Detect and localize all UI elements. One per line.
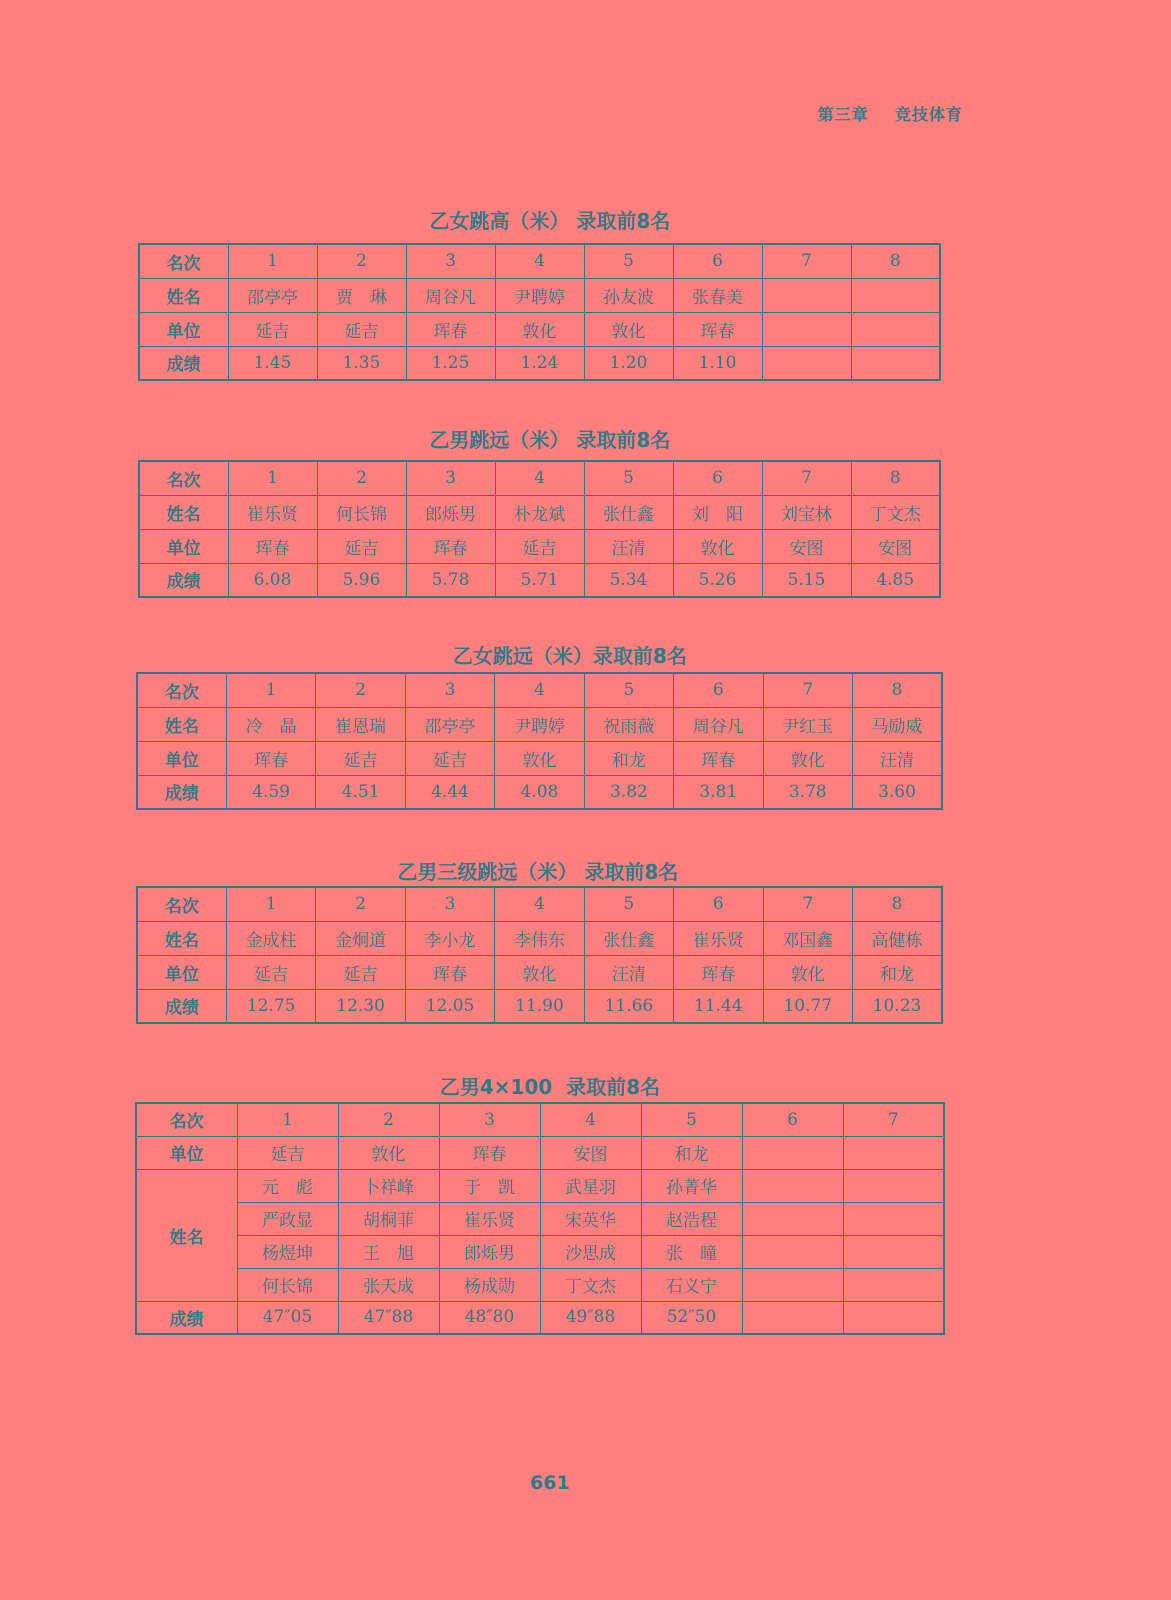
row-label: 姓名 xyxy=(137,707,226,741)
table-cell: 8 xyxy=(851,461,940,495)
row-label: 成绩 xyxy=(139,346,228,380)
table-cell: 12.30 xyxy=(316,989,405,1023)
table-row xyxy=(136,1235,944,1268)
table-cell: 1.24 xyxy=(495,346,584,380)
table-cell: 5 xyxy=(641,1103,742,1136)
table-cell: 4 xyxy=(495,673,584,707)
table-cell: 安图 xyxy=(851,529,940,563)
table-cell: 1.20 xyxy=(584,346,673,380)
results-table xyxy=(136,886,943,1024)
table-cell: 和龙 xyxy=(641,1136,742,1169)
table-cell xyxy=(742,1235,843,1268)
table-cell xyxy=(742,1169,843,1202)
table-cell: 6 xyxy=(674,887,763,921)
table-cell: 5 xyxy=(584,887,673,921)
table-cell xyxy=(742,1136,843,1169)
table-cell: 朴龙斌 xyxy=(495,495,584,529)
running-head: 第三章 竞技体育 xyxy=(817,105,963,124)
table-cell: 延吉 xyxy=(316,741,405,775)
table-cell: 6 xyxy=(673,244,762,278)
table-cell: 延吉 xyxy=(317,312,406,346)
table-cell: 张天成 xyxy=(338,1268,439,1301)
table-title: 乙男跳远（米） 录取前8名 xyxy=(429,428,671,452)
table-cell: 和龙 xyxy=(853,955,943,989)
row-label: 成绩 xyxy=(139,563,228,597)
row-label: 姓名 xyxy=(139,495,228,529)
table-cell xyxy=(742,1202,843,1235)
table-cell xyxy=(762,312,851,346)
table-cell xyxy=(742,1268,843,1301)
table-cell: 邵亭亭 xyxy=(405,707,494,741)
table-cell: 2 xyxy=(317,244,406,278)
table-cell: 金炯道 xyxy=(316,921,405,955)
table-cell: 张仕鑫 xyxy=(584,495,673,529)
table-cell: 6 xyxy=(673,461,762,495)
table-cell: 卜祥峰 xyxy=(338,1169,439,1202)
table-cell: 珲春 xyxy=(405,955,494,989)
table-cell: 马励威 xyxy=(853,707,943,741)
table-cell: 珲春 xyxy=(228,529,317,563)
table-row xyxy=(139,495,940,529)
table-cell xyxy=(851,312,940,346)
table-cell xyxy=(843,1169,944,1202)
table-cell: 2 xyxy=(316,673,405,707)
table-row xyxy=(137,707,942,741)
table-cell: 10.23 xyxy=(853,989,943,1023)
table-cell xyxy=(742,1301,843,1334)
table-cell: 张仕鑫 xyxy=(584,921,673,955)
table-cell: 元 彪 xyxy=(237,1169,338,1202)
table-cell: 赵浩程 xyxy=(641,1202,742,1235)
results-table xyxy=(138,243,941,381)
table-cell: 延吉 xyxy=(495,529,584,563)
table-cell: 2 xyxy=(338,1103,439,1136)
table-cell: 11.90 xyxy=(495,989,584,1023)
table-cell: 7 xyxy=(763,673,852,707)
table-cell: 尹聘婷 xyxy=(495,707,584,741)
table-title: 乙男4×100 录取前8名 xyxy=(439,1075,661,1099)
table-cell: 8 xyxy=(853,887,943,921)
row-label: 名次 xyxy=(136,1103,237,1136)
relay-results-table xyxy=(135,1102,945,1335)
row-label: 名次 xyxy=(137,887,226,921)
table-cell: 尹红玉 xyxy=(763,707,852,741)
table-cell: 4.44 xyxy=(405,775,494,809)
row-label: 名次 xyxy=(139,461,228,495)
table-cell: 武星羽 xyxy=(540,1169,641,1202)
table-cell: 47″05 xyxy=(237,1301,338,1334)
table-cell: 1 xyxy=(226,673,315,707)
table-cell: 7 xyxy=(763,887,852,921)
table-cell: 7 xyxy=(762,461,851,495)
table-cell: 杨煜坤 xyxy=(237,1235,338,1268)
table-cell: 延吉 xyxy=(228,312,317,346)
row-label: 名次 xyxy=(139,244,228,278)
table-cell: 珲春 xyxy=(674,955,763,989)
table-cell: 敦化 xyxy=(584,312,673,346)
table-row xyxy=(137,921,942,955)
table-cell: 珲春 xyxy=(406,529,495,563)
table-cell: 3 xyxy=(406,244,495,278)
table-cell: 4.59 xyxy=(226,775,315,809)
table-cell: 47″88 xyxy=(338,1301,439,1334)
row-label: 姓名 xyxy=(139,278,228,312)
table-cell: 6.08 xyxy=(228,563,317,597)
row-label: 单位 xyxy=(137,741,226,775)
table-cell: 高健栋 xyxy=(853,921,943,955)
table-cell: 5 xyxy=(584,673,673,707)
table-row xyxy=(136,1169,944,1202)
table-cell: 4 xyxy=(495,887,584,921)
table-cell: 刘宝林 xyxy=(762,495,851,529)
table-cell: 4 xyxy=(495,461,584,495)
table-cell: 1 xyxy=(228,244,317,278)
table-cell xyxy=(762,346,851,380)
table-cell: 胡桐菲 xyxy=(338,1202,439,1235)
table-cell: 6 xyxy=(742,1103,843,1136)
table-cell: 珲春 xyxy=(674,741,763,775)
table-cell: 12.05 xyxy=(405,989,494,1023)
table-cell: 贾 琳 xyxy=(317,278,406,312)
table-cell: 敦化 xyxy=(338,1136,439,1169)
row-label: 姓名 xyxy=(136,1169,237,1301)
table-cell xyxy=(762,278,851,312)
table-cell: 2 xyxy=(316,887,405,921)
table-cell: 延吉 xyxy=(317,529,406,563)
table-cell: 郎烁男 xyxy=(406,495,495,529)
table-cell: 5.26 xyxy=(673,563,762,597)
table-row xyxy=(136,1202,944,1235)
table-cell: 5 xyxy=(584,461,673,495)
table-row xyxy=(139,563,940,597)
results-table xyxy=(138,460,941,598)
table-cell: 3 xyxy=(406,461,495,495)
table-cell: 丁文杰 xyxy=(540,1268,641,1301)
table-cell: 汪清 xyxy=(853,741,943,775)
table-row xyxy=(139,461,940,495)
table-cell: 珲春 xyxy=(673,312,762,346)
table-cell: 延吉 xyxy=(237,1136,338,1169)
table-cell: 杨成勋 xyxy=(439,1268,540,1301)
table-cell: 郎烁男 xyxy=(439,1235,540,1268)
table-cell: 邵亭亭 xyxy=(228,278,317,312)
table-row xyxy=(139,244,940,278)
results-table xyxy=(136,672,943,810)
table-cell: 4 xyxy=(540,1103,641,1136)
table-cell: 5 xyxy=(584,244,673,278)
table-title: 乙女跳高（米） 录取前8名 xyxy=(429,209,671,233)
table-cell: 52″50 xyxy=(641,1301,742,1334)
table-cell: 2 xyxy=(317,461,406,495)
table-cell: 3.82 xyxy=(584,775,673,809)
table-row xyxy=(137,673,942,707)
table-row xyxy=(136,1268,944,1301)
table-row xyxy=(136,1103,944,1136)
row-label: 单位 xyxy=(136,1136,237,1169)
table-cell: 4.08 xyxy=(495,775,584,809)
table-cell: 7 xyxy=(843,1103,944,1136)
table-cell xyxy=(843,1301,944,1334)
table-title: 乙女跳远（米）录取前8名 xyxy=(453,644,687,668)
row-label: 名次 xyxy=(137,673,226,707)
table-row xyxy=(139,529,940,563)
table-cell: 5.15 xyxy=(762,563,851,597)
table-cell: 崔乐贤 xyxy=(228,495,317,529)
table-title: 乙男三级跳远（米） 录取前8名 xyxy=(397,860,679,884)
table-cell: 8 xyxy=(851,244,940,278)
table-cell: 孙菁华 xyxy=(641,1169,742,1202)
table-cell: 邓国鑫 xyxy=(763,921,852,955)
row-label: 姓名 xyxy=(137,921,226,955)
table-cell: 王 旭 xyxy=(338,1235,439,1268)
table-cell: 敦化 xyxy=(495,955,584,989)
table-cell: 石义宁 xyxy=(641,1268,742,1301)
table-row xyxy=(136,1136,944,1169)
table-cell: 1 xyxy=(228,461,317,495)
table-cell: 48″80 xyxy=(439,1301,540,1334)
table-cell: 3.78 xyxy=(763,775,852,809)
table-cell: 1 xyxy=(226,887,315,921)
table-cell: 3 xyxy=(405,887,494,921)
page-number: 661 xyxy=(530,1472,570,1494)
table-cell: 5.71 xyxy=(495,563,584,597)
table-cell: 沙思成 xyxy=(540,1235,641,1268)
table-cell: 4.85 xyxy=(851,563,940,597)
table-row xyxy=(137,887,942,921)
table-cell: 何长锦 xyxy=(237,1268,338,1301)
table-cell: 安图 xyxy=(762,529,851,563)
table-cell: 孙友波 xyxy=(584,278,673,312)
table-cell: 3.81 xyxy=(674,775,763,809)
table-cell: 5.34 xyxy=(584,563,673,597)
table-cell xyxy=(843,1202,944,1235)
row-label: 成绩 xyxy=(137,989,226,1023)
table-row xyxy=(139,346,940,380)
table-cell xyxy=(851,278,940,312)
table-cell: 张春美 xyxy=(673,278,762,312)
row-label: 单位 xyxy=(139,312,228,346)
table-cell: 7 xyxy=(762,244,851,278)
table-row xyxy=(139,312,940,346)
table-cell: 延吉 xyxy=(405,741,494,775)
row-label: 成绩 xyxy=(136,1301,237,1334)
table-cell: 1.45 xyxy=(228,346,317,380)
table-row xyxy=(137,741,942,775)
table-cell xyxy=(851,346,940,380)
table-cell: 1.10 xyxy=(673,346,762,380)
table-cell: 刘 阳 xyxy=(673,495,762,529)
table-cell: 敦化 xyxy=(495,312,584,346)
table-cell: 汪清 xyxy=(584,529,673,563)
table-cell: 3 xyxy=(439,1103,540,1136)
table-cell: 敦化 xyxy=(763,741,852,775)
table-row xyxy=(136,1301,944,1334)
table-row xyxy=(137,955,942,989)
table-cell: 11.44 xyxy=(674,989,763,1023)
table-cell: 12.75 xyxy=(226,989,315,1023)
table-cell: 珲春 xyxy=(226,741,315,775)
table-cell: 周谷凡 xyxy=(674,707,763,741)
table-cell: 5.78 xyxy=(406,563,495,597)
table-cell: 尹聘婷 xyxy=(495,278,584,312)
table-cell: 金成柱 xyxy=(226,921,315,955)
table-cell: 张 曈 xyxy=(641,1235,742,1268)
row-label: 单位 xyxy=(137,955,226,989)
table-cell: 4.51 xyxy=(316,775,405,809)
row-label: 成绩 xyxy=(137,775,226,809)
table-cell: 崔恩瑞 xyxy=(316,707,405,741)
table-cell: 崔乐贤 xyxy=(674,921,763,955)
table-cell: 冷 晶 xyxy=(226,707,315,741)
table-cell: 珲春 xyxy=(406,312,495,346)
table-cell xyxy=(843,1235,944,1268)
table-cell: 严政显 xyxy=(237,1202,338,1235)
table-cell: 延吉 xyxy=(226,955,315,989)
table-cell: 安图 xyxy=(540,1136,641,1169)
table-cell: 3.60 xyxy=(853,775,943,809)
table-cell: 1.25 xyxy=(406,346,495,380)
table-cell: 丁文杰 xyxy=(851,495,940,529)
table-cell: 崔乐贤 xyxy=(439,1202,540,1235)
table-cell: 3 xyxy=(405,673,494,707)
table-cell: 何长锦 xyxy=(317,495,406,529)
table-cell: 6 xyxy=(674,673,763,707)
table-cell: 8 xyxy=(853,673,943,707)
table-cell: 1 xyxy=(237,1103,338,1136)
table-cell: 和龙 xyxy=(584,741,673,775)
table-cell: 于 凯 xyxy=(439,1169,540,1202)
table-cell: 周谷凡 xyxy=(406,278,495,312)
table-cell: 祝雨薇 xyxy=(584,707,673,741)
table-row xyxy=(137,775,942,809)
table-cell: 李伟东 xyxy=(495,921,584,955)
table-cell: 延吉 xyxy=(316,955,405,989)
table-cell: 5.96 xyxy=(317,563,406,597)
table-cell: 敦化 xyxy=(495,741,584,775)
table-cell: 宋英华 xyxy=(540,1202,641,1235)
table-cell: 汪清 xyxy=(584,955,673,989)
table-cell: 1.35 xyxy=(317,346,406,380)
table-cell: 11.66 xyxy=(584,989,673,1023)
row-label: 单位 xyxy=(139,529,228,563)
table-cell xyxy=(843,1136,944,1169)
table-cell: 敦化 xyxy=(673,529,762,563)
table-cell: 李小龙 xyxy=(405,921,494,955)
table-cell xyxy=(843,1268,944,1301)
table-cell: 珲春 xyxy=(439,1136,540,1169)
table-row xyxy=(139,278,940,312)
table-cell: 4 xyxy=(495,244,584,278)
table-cell: 10.77 xyxy=(763,989,852,1023)
table-row xyxy=(137,989,942,1023)
table-cell: 49″88 xyxy=(540,1301,641,1334)
table-cell: 敦化 xyxy=(763,955,852,989)
